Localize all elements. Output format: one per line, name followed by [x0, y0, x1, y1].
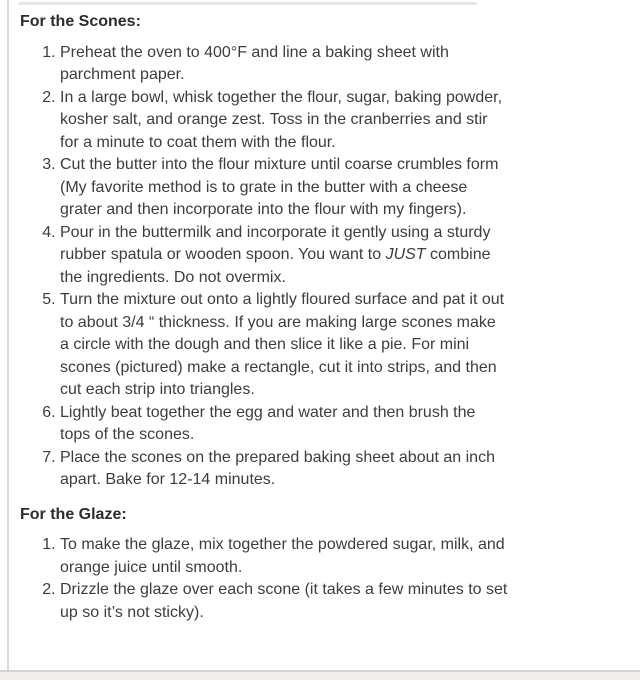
- glaze-section-heading: For the Glaze:: [20, 505, 127, 523]
- scones-steps-list: [20, 42, 508, 492]
- recipe-instructions-panel: [20, 11, 508, 636]
- top-divider-line: [18, 2, 477, 5]
- instruction-step: 3. Cut the butter into the flour mixture until coarse crumbles form (My favorite method is to grate in the butter with a cheese grater and then incorporate into the flour with my fingers).: [60, 154, 508, 222]
- scones-section-heading: For the Scones:: [20, 13, 141, 30]
- instruction-step: 6. Lightly beat together the egg and water and then brush the tops of the scones.: [60, 402, 508, 447]
- step-text: combine the ingredients. Do not overmix.: [60, 246, 491, 286]
- instruction-step: 7. Place the scones on the prepared baking sheet about an inch apart. Bake for 12-14 minutes.: [60, 447, 508, 492]
- step-emphasis-text: JUST: [385, 246, 426, 263]
- instruction-step: 1. Preheat the oven to 400°F and line a baking sheet with parchment paper.: [60, 42, 508, 87]
- instruction-step: 2. In a large bowl, whisk together the flour, sugar, baking powder, kosher salt, and orange zest. Toss in the cranberries and stir for a minute to coat them with the flour.: [60, 87, 508, 155]
- instruction-step: 2. Drizzle the glaze over each scone (it takes a few minutes to set up so it’s not sticky).: [60, 579, 508, 624]
- step-text: Pour in the buttermilk and incorporate it gently using a sturdy rubber spatula or wooden spoon. You want to: [60, 223, 491, 263]
- instruction-step: [60, 222, 508, 290]
- instruction-step: 5. Turn the mixture out onto a lightly floured surface and pat it out to about 3/4 “ thickness. If you are making large scones make a circle with the dough and then slice it like a pie. For mini scones (pictured) make a rectangle, cut it into strips, and then cut each strip into triangles.: [60, 289, 508, 402]
- instruction-step: 1. To make the glaze, mix together the powdered sugar, milk, and orange juice until smooth.: [60, 534, 508, 579]
- glaze-steps-list: [20, 534, 508, 624]
- page-background-below: [0, 672, 640, 680]
- left-border-line: [7, 0, 9, 671]
